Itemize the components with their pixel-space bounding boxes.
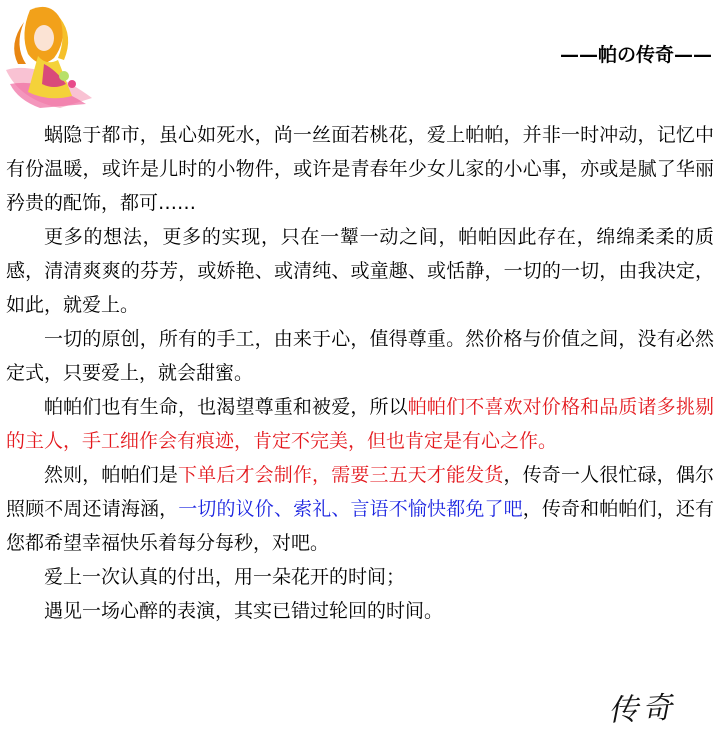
paragraph-text: 一切的原创，所有的手工，由来于心，值得尊重。然价格与价值之间，没有必然定式，只要爱上，就会甜蜜。 <box>6 328 714 384</box>
signature: 传奇 <box>607 690 678 729</box>
paragraph-text: ，传奇一人很忙碌，偶尔照顾不周还请海涵， <box>6 464 714 520</box>
paragraph-text: 更多的想法，更多的实现，只在一颦一动之间，帕帕因此存在，绵绵柔柔的质感，清清爽爽的芬芳，或娇艳、或清纯、或童趣、或恬静，一切的一切，由我决定，如此，就爱上。 <box>6 226 714 316</box>
fashion-girl-illustration-icon <box>0 0 100 110</box>
paragraph-text: ，传奇和帕帕们，还有您都希望幸福快乐着每分每秒，对吧。 <box>6 498 714 554</box>
paragraph-text: 帕帕们也有生命，也渴望尊重和被爱，所以 <box>44 396 408 418</box>
paragraph <box>6 390 714 458</box>
paragraph <box>6 458 714 560</box>
paragraph <box>6 322 714 390</box>
paragraph-text: 遇见一场心醉的表演，其实已错过轮回的时间。 <box>44 600 444 622</box>
paragraph <box>6 594 714 628</box>
article-body <box>6 118 714 628</box>
highlight-blue-text: 一切的议价、索礼、言语不愉快都免了吧 <box>178 498 523 520</box>
paragraph-text: 蜗隐于都市，虽心如死水，尚一丝面若桃花，爱上帕帕，并非一时冲动，记忆中有份温暖，或许是儿时的小物件，或许是青春年少女儿家的小心事，亦或是腻了华丽矜贵的配饰，都可…… <box>6 124 714 214</box>
paragraph <box>6 220 714 322</box>
paragraph <box>6 560 714 594</box>
paragraph-text: 爱上一次认真的付出，用一朵花开的时间； <box>44 566 406 588</box>
paragraph <box>6 118 714 220</box>
highlight-red-text: 下单后才会制作，需要三五天才能发货 <box>178 464 504 486</box>
highlight-red-text: 帕帕们不喜欢对价格和品质诸多挑剔的主人，手工细作会有痕迹，肯定不完美，但也肯定是有心之作。 <box>6 396 714 452</box>
page-title: ——帕の传奇—— <box>559 44 712 66</box>
paragraph-text: 然则，帕帕们是 <box>44 464 179 486</box>
